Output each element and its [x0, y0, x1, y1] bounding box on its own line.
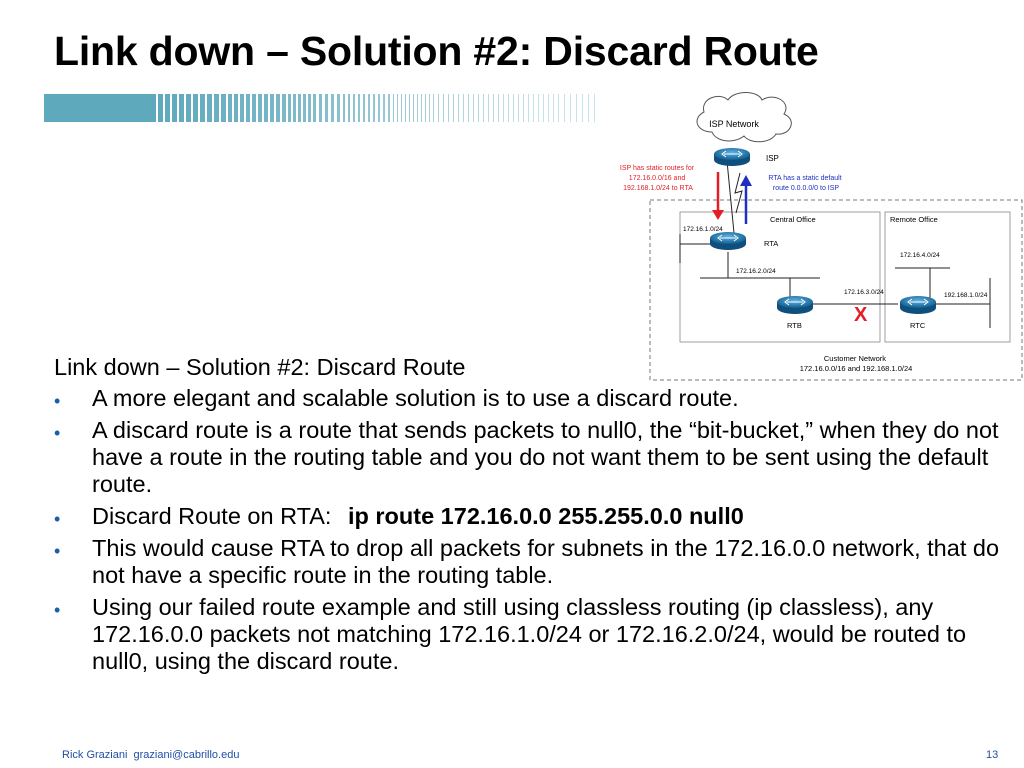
stripe-bar-stripe [413, 94, 414, 122]
slide-title: Link down – Solution #2: Discard Route [54, 28, 819, 74]
isp-static-note-line-1: ISP has static routes for [619, 165, 695, 172]
stripe-bar-stripe [252, 94, 256, 122]
central-office-label: Central Office [770, 215, 816, 224]
stripe-bar-stripe [240, 94, 244, 122]
net-172-16-4-label: 172.16.4.0/24 [900, 252, 940, 259]
slide-body [54, 354, 1004, 680]
rtb-router-icon [777, 296, 813, 314]
stripe-bar-stripe [473, 94, 474, 122]
remote-office-box [885, 212, 1010, 342]
stripe-bar-stripe [468, 94, 469, 122]
stripe-bar-stripe [276, 94, 280, 122]
net-172-16-3-label: 172.16.3.0/24 [844, 289, 884, 296]
bullet-item [54, 594, 1004, 675]
stripe-bar-stripe [179, 94, 184, 122]
decorative-stripe-bar [44, 94, 600, 122]
stripe-bar-stripe [488, 94, 489, 122]
stripe-bar-stripe [358, 94, 360, 122]
isp-rta-serial-bolt [735, 173, 742, 213]
stripe-bar-stripe [533, 94, 534, 122]
stripe-bar-stripe [503, 94, 504, 122]
stripe-bar-stripe [558, 94, 559, 122]
footer-author: Rick Graziani graziani@cabrillo.edu [62, 749, 240, 761]
isp-cloud [697, 93, 791, 142]
bullet-icon: • [54, 541, 61, 561]
rta-default-note-line-1: RTA has a static default [768, 175, 842, 182]
stripe-bar-stripe [331, 94, 334, 122]
isp-network-label: ISP Network [709, 119, 759, 129]
net-172-16-1-label: 172.16.1.0/24 [683, 226, 723, 233]
stripe-bar-stripe [319, 94, 322, 122]
stripe-bar-stripe [513, 94, 514, 122]
stripe-bar-stripe [383, 94, 385, 122]
bullet-text: A discard route is a route that sends packets to null0, the “bit-bucket,” when they do not have a route in the routing table and you do not want them to be sent using the default route. [92, 417, 999, 497]
stripe-bar-stripe [186, 94, 191, 122]
stripe-bar-stripe [288, 94, 291, 122]
stripe-bar-stripe [425, 94, 426, 122]
bullet-icon: • [54, 509, 61, 529]
stripe-bar-stripe [234, 94, 238, 122]
bullet-text: Discard Route on RTA: [92, 503, 332, 529]
stripe-bar-stripe [458, 94, 459, 122]
stripe-bar-stripe [582, 94, 583, 122]
bullet-icon: • [54, 600, 61, 620]
isp-static-note-line-2: 172.16.0.0/16 and [628, 175, 686, 182]
stripe-bar-stripe [228, 94, 232, 122]
stripe-bar-stripe [564, 94, 565, 122]
stripe-bar-stripe [353, 94, 355, 122]
bullet-list [54, 385, 1004, 675]
stripe-bar-stripe [393, 94, 394, 122]
stripe-bar-stripe [282, 94, 286, 122]
stripe-bar-stripe [303, 94, 306, 122]
stripe-bar-stripe [397, 94, 398, 122]
stripe-bar-stripe [258, 94, 262, 122]
stripe-bar-stripe [523, 94, 524, 122]
stripe-bar-stripe [548, 94, 549, 122]
stripe-bar-stripe [453, 94, 454, 122]
stripe-bar-stripe [401, 94, 402, 122]
stripe-bar-stripe [429, 94, 430, 122]
stripe-bar-stripe [343, 94, 345, 122]
rta-default-note [768, 175, 843, 192]
bullet-item [54, 503, 1004, 530]
body-heading: Link down – Solution #2: Discard Route [54, 354, 466, 380]
stripe-bar-stripe [576, 94, 577, 122]
net-192-168-1-label: 192.168.1.0/24 [944, 292, 988, 299]
bullet-item [54, 385, 1004, 412]
isp-static-note [620, 165, 696, 192]
stripe-bar-stripe [493, 94, 494, 122]
bullet-text: This would cause RTA to drop all packets for subnets in the 172.16.0.0 network, that do not have a specific route in the routing table. [92, 535, 1000, 588]
remote-office-label: Remote Office [890, 215, 938, 224]
isp-rta-link-a [727, 161, 734, 233]
customer-network-line-2: 172.16.0.0/16 and 192.168.1.0/24 [799, 364, 913, 373]
rta-router-icon [710, 232, 746, 250]
stripe-bar-stripe [405, 94, 406, 122]
stripe-bar-stripe [363, 94, 365, 122]
stripe-bar-stripe [158, 94, 163, 122]
stripe-bar-stripe [270, 94, 274, 122]
stripe-bar-stripe [463, 94, 464, 122]
stripe-bar-stripe [165, 94, 170, 122]
stripe-bar-stripe [594, 94, 595, 122]
stripe-bar-stripe [308, 94, 311, 122]
bullet-item [54, 535, 1004, 589]
isp-router-icon [714, 148, 750, 166]
rtc-label: RTC [910, 321, 926, 330]
stripe-bar-stripe [448, 94, 449, 122]
stripe-bar-stripe [337, 94, 340, 122]
net-172-16-2-label: 172.16.2.0/24 [736, 268, 776, 275]
stripe-bar-stripe [438, 94, 439, 122]
bullet-icon: • [54, 423, 61, 443]
stripe-bar-stripe [207, 94, 212, 122]
page-number: 13 [986, 749, 999, 761]
stripe-bar-stripe [313, 94, 316, 122]
stripe-bar-stripe [214, 94, 219, 122]
link-down-x-icon: X [854, 304, 868, 326]
stripe-bar-stripe [348, 94, 350, 122]
stripe-bar-stripe [443, 94, 444, 122]
stripe-bar-stripe [588, 94, 589, 122]
isp-label: ISP [766, 154, 779, 163]
stripe-bar-stripe [200, 94, 205, 122]
stripe-bar-stripe [388, 94, 390, 122]
stripe-bar-stripe [172, 94, 177, 122]
stripe-bar-stripe [498, 94, 499, 122]
stripe-bar-stripe [417, 94, 418, 122]
rtb-label: RTB [787, 321, 802, 330]
stripe-bar-stripe [246, 94, 250, 122]
stripe-bar-stripe [553, 94, 554, 122]
discard-route-command: ip route 172.16.0.0 255.255.0.0 null0 [347, 503, 744, 529]
isp-static-note-line-3: 192.168.1.0/24 to RTA [623, 185, 693, 192]
stripe-bar-stripe [325, 94, 328, 122]
stripe-bar-solid [44, 94, 156, 122]
network-diagram [600, 88, 1024, 388]
stripe-bar-stripe [570, 94, 571, 122]
stripe-bar-stripe [508, 94, 509, 122]
stripe-bar-stripe [409, 94, 410, 122]
rta-label: RTA [764, 239, 779, 248]
isp-to-rta-arrow [712, 172, 724, 220]
customer-network-line-1: Customer Network [823, 354, 887, 363]
bullet-item [54, 417, 1004, 498]
stripe-bar-stripe [433, 94, 434, 122]
bullet-text: Using our failed route example and still using classless routing (ip classless), any 172.16.0.0 packets not matching 172.16.1.0/24 or 172.16.2.0/24, would be routed to null0, using the discard route. [92, 594, 967, 674]
stripe-bar-stripe [538, 94, 539, 122]
stripe-bar-stripe [298, 94, 301, 122]
stripe-bar-stripe [528, 94, 529, 122]
rtc-router-icon [900, 296, 936, 314]
bullet-text: A more elegant and scalable solution is to use a discard route. [92, 385, 739, 411]
rta-default-note-line-2: route 0.0.0.0/0 to ISP [772, 185, 840, 192]
stripe-bar-stripe [483, 94, 484, 122]
stripe-bar-stripe [193, 94, 198, 122]
bullet-icon: • [54, 391, 61, 411]
stripe-bar-stripe [293, 94, 296, 122]
stripe-bar-stripe [478, 94, 479, 122]
stripe-bar-stripe [518, 94, 519, 122]
stripe-bar-stripe [373, 94, 375, 122]
stripe-bar-stripe [421, 94, 422, 122]
stripe-bar-stripe [221, 94, 226, 122]
stripe-bar-stripe [378, 94, 380, 122]
stripe-bar-stripe [543, 94, 544, 122]
stripe-bar-stripe [368, 94, 370, 122]
stripe-bar-stripe [264, 94, 268, 122]
